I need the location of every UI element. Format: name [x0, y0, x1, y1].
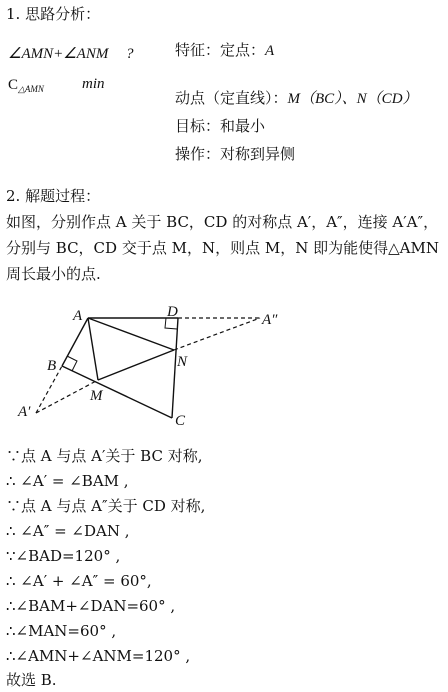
goal-line: 目标：和最小 [175, 117, 266, 135]
operation-line: 操作：对称到异侧 [175, 145, 296, 163]
segment-BC [62, 366, 172, 418]
question-mark: ? [126, 46, 134, 62]
proof-line-8: ∴∠MAN=60° , [6, 622, 117, 640]
segment-AM [88, 318, 98, 380]
moving-label: 动点（定直线）： [175, 89, 288, 107]
proof-line-3: ∵点 A 与点 A″关于 CD 对称, [6, 497, 206, 515]
segment-AN [88, 318, 174, 350]
segment-MN [98, 350, 174, 380]
explanation-line-1: 如图，分别作点 A 关于 BC，CD 的对称点 A′，A″，连接 A′A″， [6, 213, 439, 231]
label-A: A [73, 308, 83, 324]
proof-line-9: ∴∠AMN+∠ANM=120° , [6, 647, 191, 665]
label-A-double-prime: A″ [262, 312, 278, 328]
feature-label: 特征：定点： [175, 41, 266, 59]
explanation-line-2: 分别与 BC，CD 交于点 M，N，则点 M，N 即为能使得△AMN [6, 239, 439, 257]
section1-heading: 1. 思路分析： [6, 5, 101, 23]
explanation-line-3: 周长最小的点. [6, 265, 101, 283]
dashed-N-A2 [174, 318, 260, 350]
min-label: min [82, 76, 105, 92]
feature-point: A [265, 43, 275, 59]
label-B: B [47, 358, 57, 374]
label-D: D [167, 304, 178, 320]
perimeter-c: C [8, 77, 19, 93]
angle-sum-expression: ∠AMN+∠ANM [8, 46, 109, 62]
segment-AB [62, 318, 88, 366]
label-A-prime: A′ [18, 404, 31, 420]
proof-line-6: ∴ ∠A′ + ∠A″ = 60°, [6, 572, 152, 590]
proof-conclusion: 故选 B. [6, 671, 57, 689]
proof-line-7: ∴∠BAM+∠DAN=60° , [6, 597, 176, 615]
proof-line-5: ∵∠BAD=120° , [6, 547, 121, 565]
proof-line-4: ∴ ∠A″ = ∠DAN , [6, 522, 130, 540]
dashed-A1-M [36, 380, 98, 413]
label-M: M [90, 388, 103, 404]
section2-heading: 2. 解题过程： [6, 187, 101, 205]
proof-line-1: ∵点 A 与点 A′关于 BC 对称, [6, 447, 203, 465]
label-N: N [177, 354, 188, 370]
proof-line-2: ∴ ∠A′ = ∠BAM , [6, 472, 129, 490]
moving-value: M（BC）、N（CD） [287, 91, 418, 107]
label-C: C [175, 413, 186, 429]
perimeter-subscript: △AMN [18, 84, 44, 94]
